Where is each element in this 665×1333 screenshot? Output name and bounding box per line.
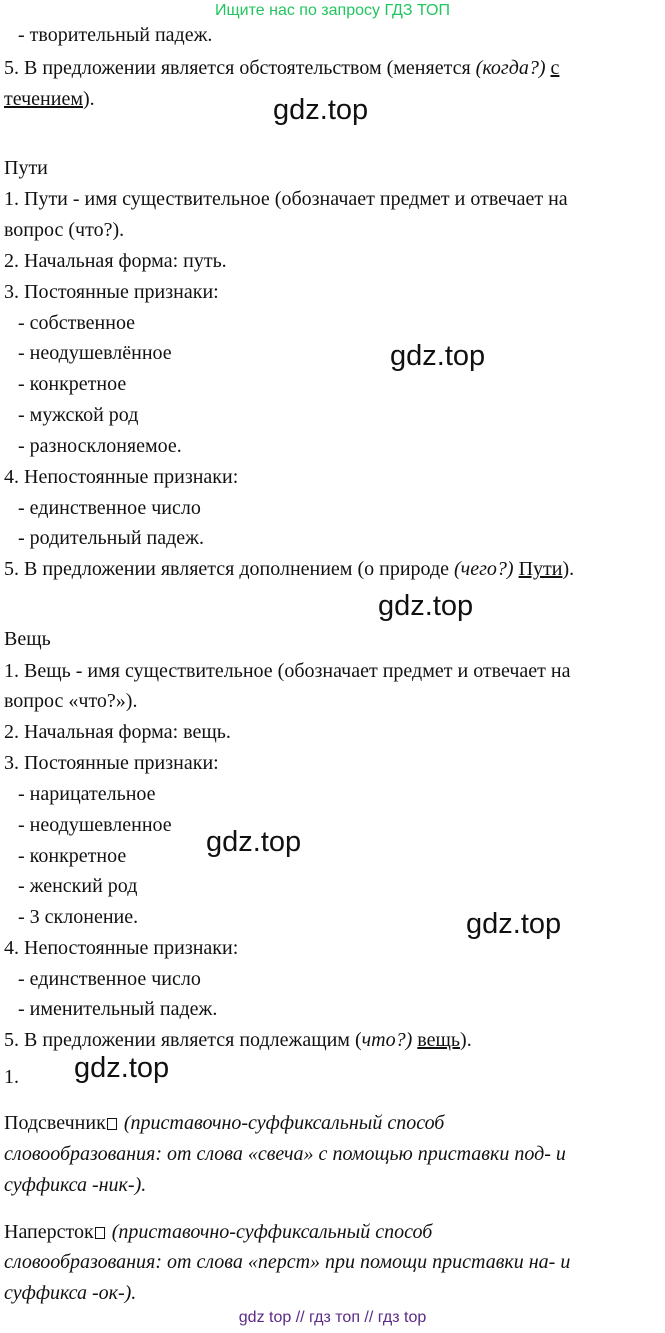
- watermark: gdz.top: [273, 94, 369, 126]
- text-span: ).: [460, 1029, 472, 1051]
- text-line: [4, 1219, 432, 1245]
- text-line: 4. Непостоянные признаки:: [4, 937, 239, 959]
- footer-links[interactable]: gdz top // гдз топ // гдз top: [238, 1309, 427, 1326]
- box-glyph-icon: [95, 1227, 105, 1239]
- number-label: 1.: [4, 1066, 19, 1088]
- list-item: - нарицательное: [18, 783, 156, 805]
- text-line: [4, 55, 559, 81]
- text-line: [4, 1027, 472, 1053]
- text-span: 5. В предложении является обстоятельством (меняется: [4, 57, 476, 79]
- list-item: - единственное число: [18, 497, 201, 519]
- watermark: gdz.top: [74, 1052, 170, 1084]
- list-item: - неодушевлённое: [18, 342, 172, 364]
- text-line: 1. Пути - имя существительное (обозначает предмет и отвечает на: [4, 188, 568, 210]
- text-line: - творительный падеж.: [18, 24, 213, 46]
- text-line: суффикса -ник-).: [4, 1174, 147, 1196]
- list-item: - 3 склонение.: [18, 906, 139, 928]
- list-item: - разносклоняемое.: [18, 435, 182, 457]
- text-line: 4. Непостоянные признаки:: [4, 466, 239, 488]
- text-line: [4, 1110, 444, 1136]
- top-banner[interactable]: Ищите нас по запросу ГДЗ ТОП: [215, 2, 450, 19]
- text-line: 1. Вещь - имя существительное (обозначает предмет и отвечает на: [4, 660, 571, 682]
- text-span: 5. В предложении является дополнением (о природе: [4, 558, 455, 580]
- list-item: - единственное число: [18, 968, 201, 990]
- text-span: (приставочно-суффиксальный способ: [123, 1112, 445, 1134]
- list-item: - неодушевленное: [18, 814, 172, 836]
- underlined-word: Пути: [518, 558, 563, 580]
- text-span: 5. В предложении является подлежащим (: [4, 1029, 362, 1051]
- underlined-word: вещь: [417, 1029, 461, 1051]
- text-line: 3. Постоянные признаки:: [4, 752, 219, 774]
- question-italic: что?): [361, 1029, 413, 1051]
- underlined-word: течением: [4, 88, 83, 110]
- text-line: вопрос (что?).: [4, 219, 125, 241]
- question-italic: (чего?): [454, 558, 514, 580]
- list-item: - мужской род: [18, 404, 139, 426]
- word-naperstok: Наперсток: [4, 1221, 94, 1243]
- underlined-word: с: [550, 57, 560, 79]
- question-italic: (когда?): [475, 57, 546, 79]
- list-item: - именительный падеж.: [18, 998, 218, 1020]
- text-line: словообразования: от слова «перст» при помощи приставки на- и: [4, 1251, 571, 1273]
- text-line: суффикса -ок-).: [4, 1282, 137, 1304]
- word-podsvechnik: Подсвечник: [4, 1112, 106, 1134]
- list-item: - родительный падеж.: [18, 527, 204, 549]
- section-title-veshch: Вещь: [4, 628, 51, 650]
- list-item: - женский род: [18, 875, 138, 897]
- text-line: [4, 556, 574, 582]
- text-line: [4, 86, 95, 112]
- text-line: словообразования: от слова «свеча» с помощью приставки под- и: [4, 1143, 566, 1165]
- watermark: gdz.top: [390, 340, 486, 372]
- watermark: gdz.top: [466, 908, 562, 940]
- watermark: gdz.top: [378, 590, 474, 622]
- watermark: gdz.top: [206, 826, 302, 858]
- text-line: вопрос «что?»).: [4, 690, 138, 712]
- text-span: ).: [562, 558, 575, 580]
- list-item: - конкретное: [18, 845, 127, 867]
- text-line: 3. Постоянные признаки:: [4, 281, 219, 303]
- text-line: 2. Начальная форма: вещь.: [4, 721, 231, 743]
- text-line: 2. Начальная форма: путь.: [4, 250, 227, 272]
- box-glyph-icon: [107, 1118, 117, 1130]
- list-item: - конкретное: [18, 373, 127, 395]
- list-item: - собственное: [18, 312, 136, 334]
- text-span: (приставочно-суффиксальный способ: [111, 1221, 433, 1243]
- section-title-puti: Пути: [4, 157, 48, 179]
- text-span: ).: [83, 88, 95, 110]
